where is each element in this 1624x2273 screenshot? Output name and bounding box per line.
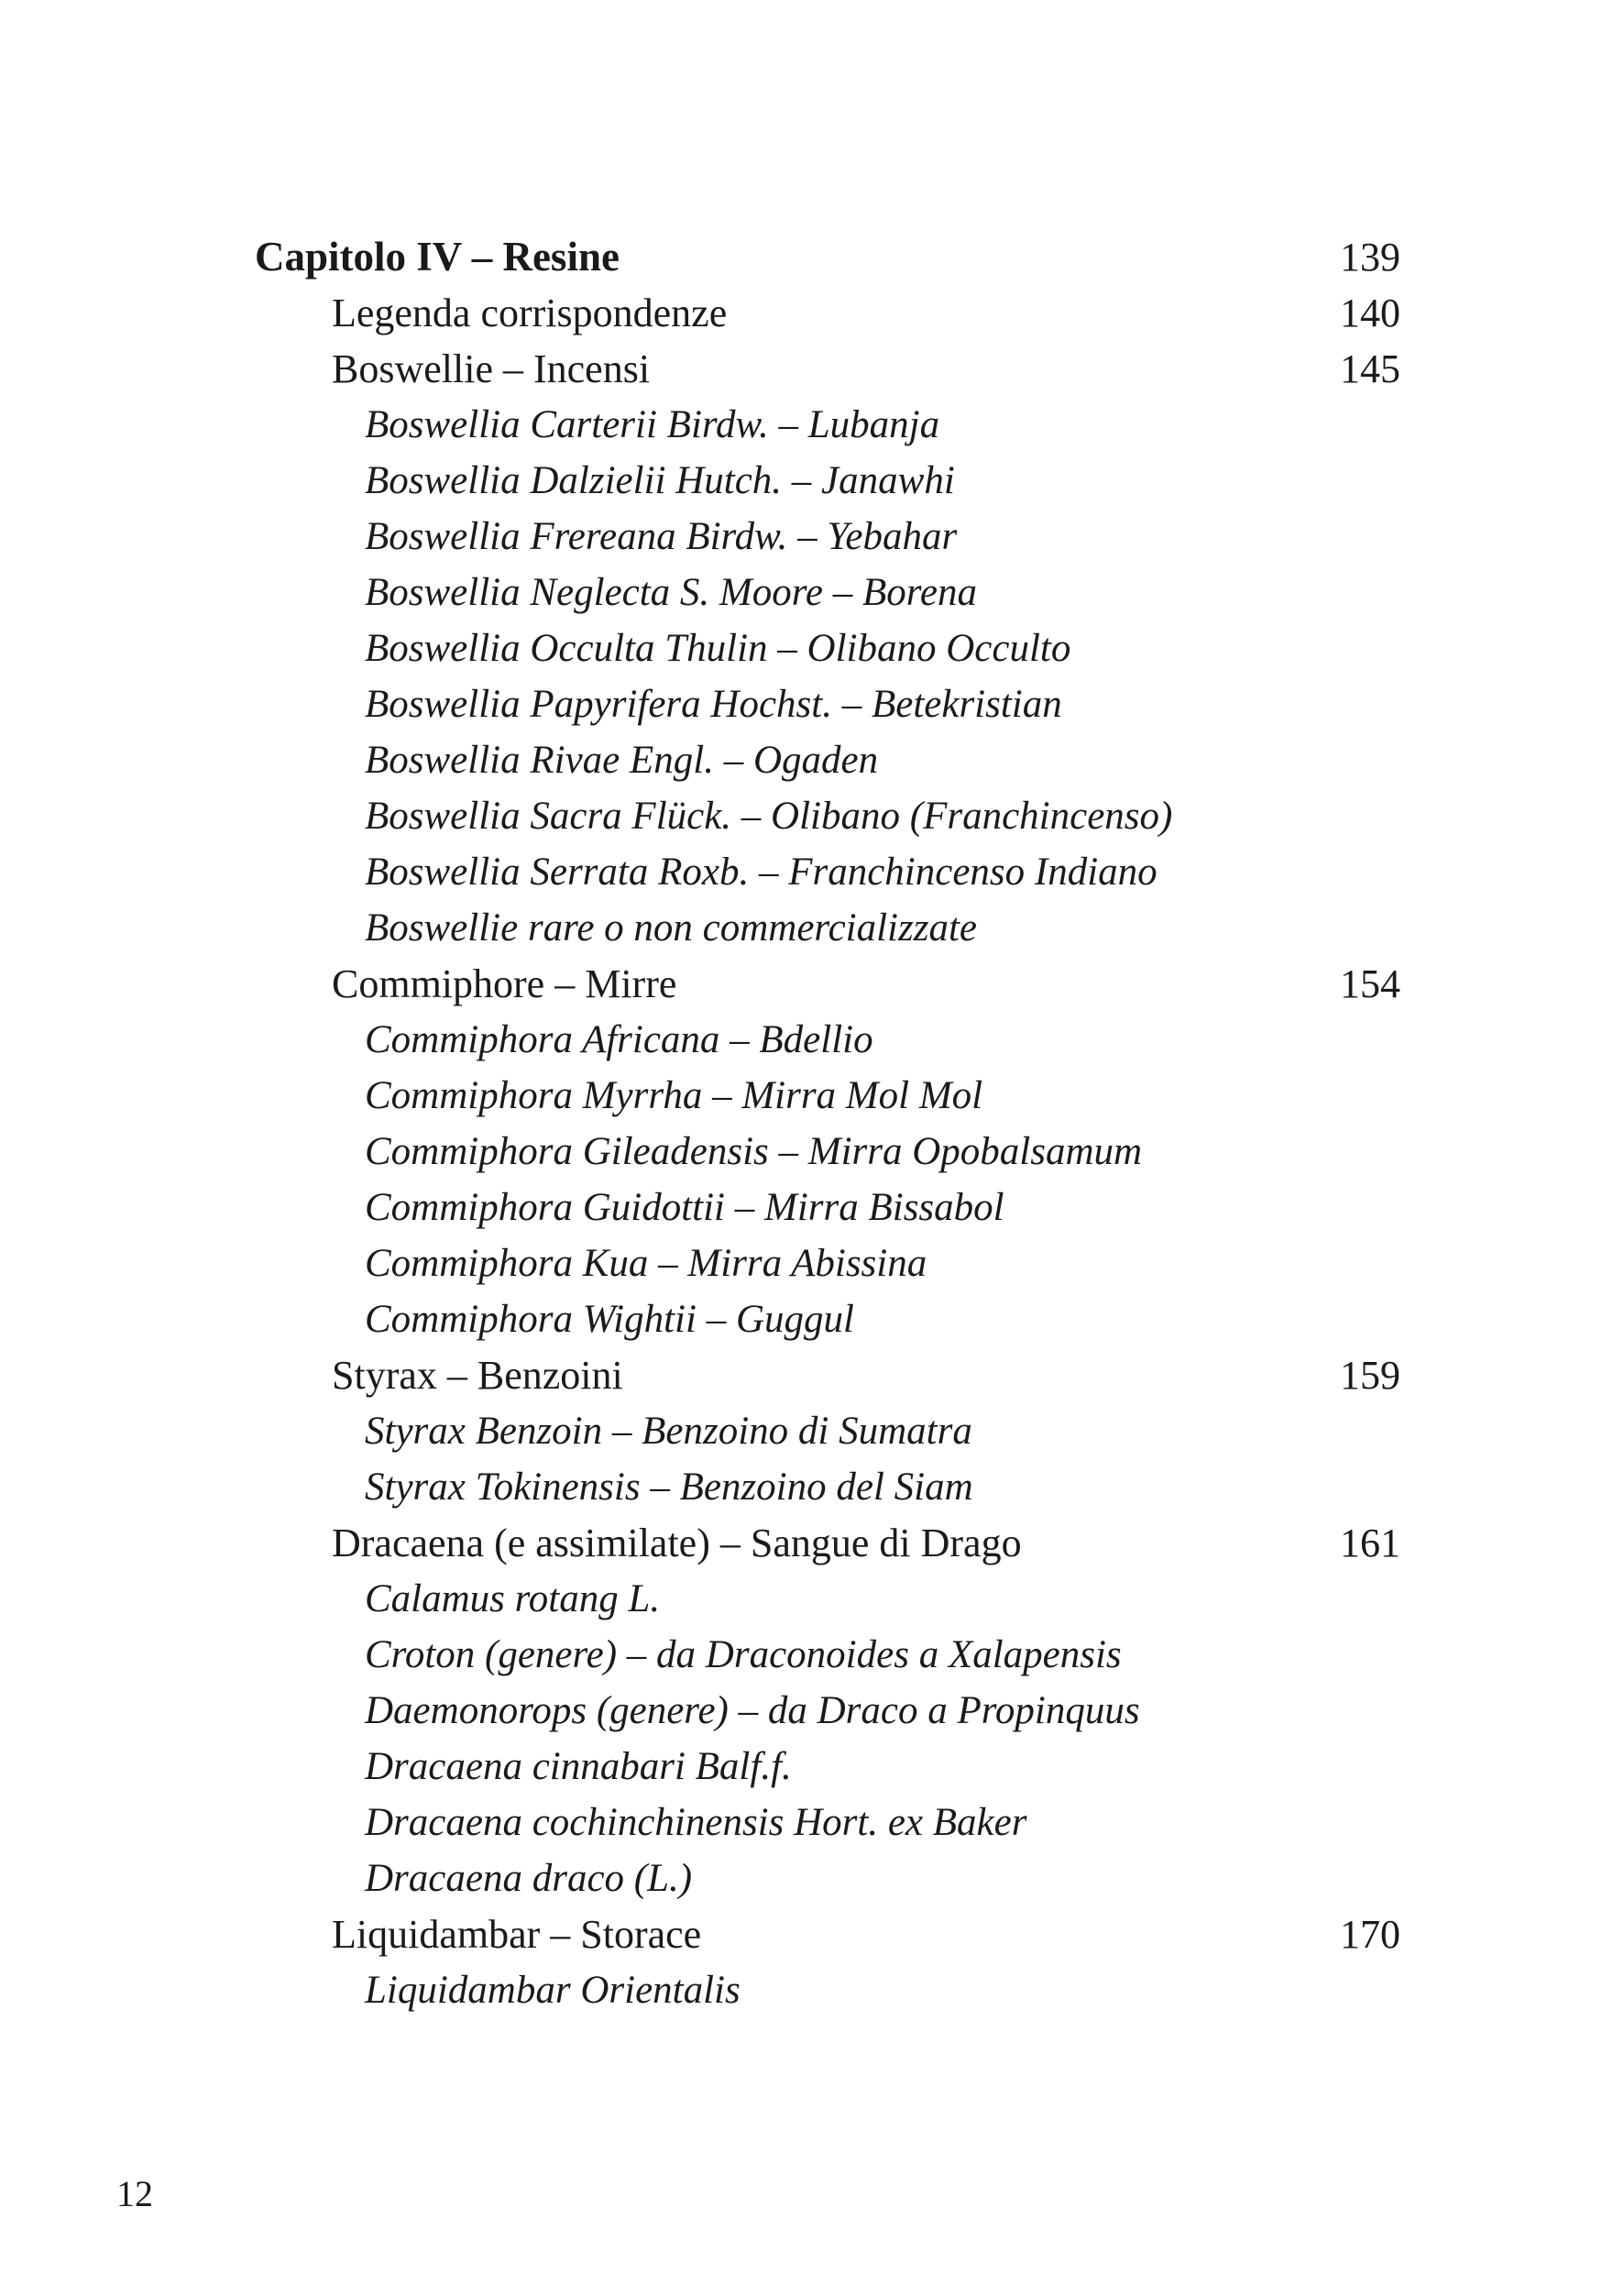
toc-entry-row (255, 1124, 1400, 1180)
toc-entry-title: Boswellia Sacra Flück. – Olibano (Franchincenso) (365, 795, 1173, 838)
toc-entry-row (255, 1012, 1400, 1068)
toc-entry-title: Dracaena cinnabari Balf.f. (365, 1745, 792, 1788)
toc-entry-title: Legenda corrispondenze (332, 291, 728, 335)
toc-entry-row (255, 1403, 1400, 1459)
toc-entry-row (255, 1459, 1400, 1515)
toc-entry-title: Commiphora Africana – Bdellio (365, 1018, 873, 1061)
toc-section-row (255, 1515, 1400, 1571)
toc-entry-row (255, 1235, 1400, 1291)
toc-section-row (255, 1347, 1400, 1403)
toc-entry-page: 154 (1340, 961, 1400, 1006)
toc-entry-title: Boswellia Papyrifera Hochst. – Betekristian (365, 683, 1062, 726)
toc-chapter-row (255, 229, 1400, 285)
toc-entry-row (255, 1571, 1400, 1627)
toc-entry-row (255, 1850, 1400, 1906)
toc-entry-title: Boswellia Frereana Birdw. – Yebahar (365, 515, 958, 558)
toc-entry-row (255, 1795, 1400, 1850)
toc-entry-title: Boswellie – Incensi (332, 346, 651, 391)
toc-entry-title: Boswellia Occulta Thulin – Olibano Occulto (365, 627, 1071, 670)
toc-entry-page: 145 (1340, 346, 1400, 391)
toc-section-row (255, 285, 1400, 341)
toc-entry-title: Daemonorops (genere) – da Draco a Propinquus (365, 1689, 1140, 1732)
toc-entry-title: Liquidambar – Storace (332, 1912, 702, 1957)
toc-entry-row (255, 565, 1400, 620)
toc-entry-row (255, 788, 1400, 844)
toc-section-row (255, 1906, 1400, 1962)
toc-entry-row (255, 1962, 1400, 2018)
toc-entry-page: 139 (1340, 235, 1400, 280)
toc-entry-title: Commiphora Guidottii – Mirra Bissabol (365, 1186, 1004, 1229)
toc-entry-title: Boswellia Dalzielii Hutch. – Janawhi (365, 459, 955, 502)
toc-entry-row (255, 900, 1400, 956)
toc-entry-title: Commiphora Myrrha – Mirra Mol Mol (365, 1074, 983, 1117)
toc-entry-row (255, 676, 1400, 732)
toc-entry-title: Commiphore – Mirre (332, 961, 677, 1006)
toc-entry-page: 161 (1340, 1521, 1400, 1565)
toc-entry-title: Commiphora Wightii – Guggul (365, 1298, 854, 1341)
toc-section-row (255, 956, 1400, 1012)
toc-entry-title: Commiphora Kua – Mirra Abissina (365, 1242, 927, 1285)
toc-entry-title: Boswellia Carterii Birdw. – Lubanja (365, 403, 940, 446)
toc-entry-title: Commiphora Gileadensis – Mirra Opobalsamum (365, 1130, 1143, 1173)
toc-entry-page: 159 (1340, 1353, 1400, 1398)
toc-entry-page: 140 (1340, 291, 1400, 335)
page-number: 12 (116, 2173, 153, 2214)
toc-entry-row (255, 620, 1400, 676)
toc-entry-title: Liquidambar Orientalis (365, 1969, 741, 2012)
toc-entry-title: Boswellia Serrata Roxb. – Franchincenso Indiano (365, 851, 1158, 894)
toc-entry-title: Boswellie rare o non commercializzate (365, 906, 977, 950)
toc-entry-title: Styrax Tokinensis – Benzoino del Siam (365, 1466, 973, 1509)
toc-entry-row (255, 1739, 1400, 1795)
toc-entry-row (255, 844, 1400, 900)
toc-entry-title: Styrax Benzoin – Benzoino di Sumatra (365, 1410, 972, 1453)
toc-section-row (255, 341, 1400, 397)
toc-entry-title: Dracaena cochinchinensis Hort. ex Baker (365, 1801, 1027, 1844)
toc-entry-title: Dracaena (e assimilate) – Sangue di Drago (332, 1521, 1022, 1565)
toc-entry-row (255, 1683, 1400, 1739)
toc-entry-row (255, 453, 1400, 509)
toc-entry-title: Dracaena draco (L.) (365, 1857, 693, 1900)
toc-entry-title: Boswellia Neglecta S. Moore – Borena (365, 571, 977, 614)
toc-entry-title: Capitolo IV – Resine (255, 234, 620, 280)
toc-entry-row (255, 1291, 1400, 1347)
toc-entry-row (255, 1068, 1400, 1124)
toc-entry-row (255, 397, 1400, 453)
toc-entry-page: 170 (1340, 1912, 1400, 1957)
toc-entry-title: Boswellia Rivae Engl. – Ogaden (365, 739, 879, 782)
toc-entry-title: Calamus rotang L. (365, 1577, 661, 1620)
toc-entry-row (255, 1180, 1400, 1235)
toc-entry-title: Croton (genere) – da Draconoides a Xalapensis (365, 1633, 1122, 1676)
table-of-contents (255, 229, 1400, 2018)
toc-entry-row (255, 509, 1400, 565)
toc-entry-row (255, 1627, 1400, 1683)
toc-entry-row (255, 732, 1400, 788)
toc-entry-title: Styrax – Benzoini (332, 1353, 623, 1398)
